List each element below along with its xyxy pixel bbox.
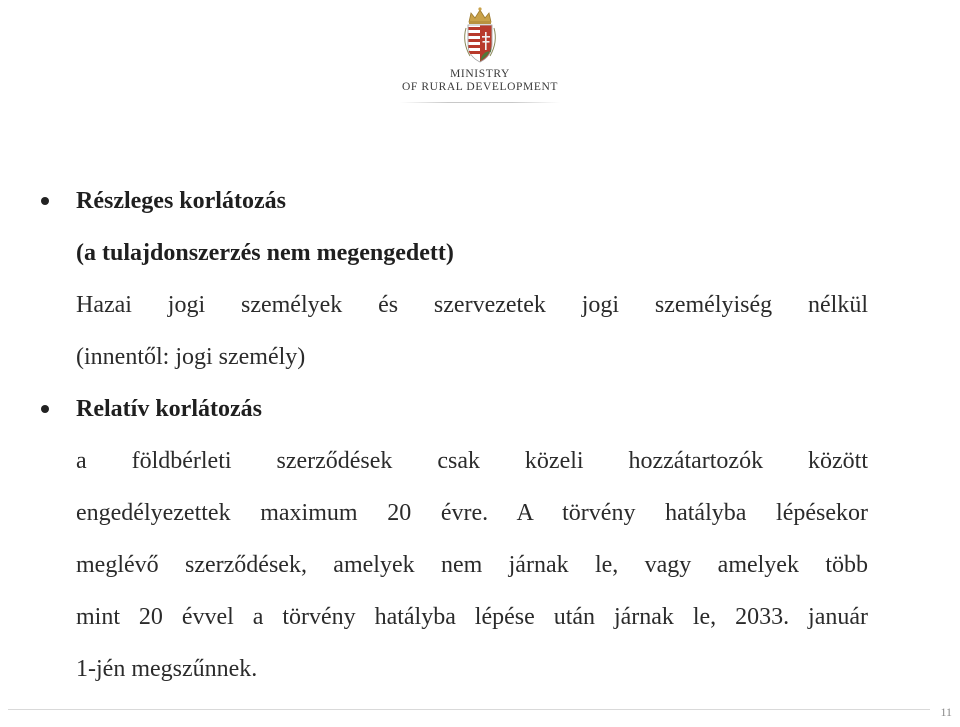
bullet2-title: Relatív korlátozás [76,396,262,422]
ministry-logo [400,6,560,102]
bullet2-text-line: engedélyezettek maximum 20 évre. A törvény hatályba lépésekor [76,500,868,526]
bullet1-title: Részleges korlátozás [76,188,286,214]
page-footer [0,705,960,719]
bullet2-text-line: 1-jén megszűnnek. [76,656,258,682]
bullet2-text-line: a földbérleti szerződések csak közeli hozzátartozók között [76,448,868,474]
header-divider [400,102,560,103]
bullet2-text-line: mint 20 évvel a törvény hatályba lépése után járnak le, 2033. január [76,604,868,630]
bullet2-text-line: meglévő szerződések, amelyek nem járnak le, vagy amelyek több [76,552,868,578]
bullet-marker [41,405,49,413]
bullet1-text-line: Hazai jogi személyek és szervezetek jogi személyiség nélkül [76,292,868,318]
coat-of-arms-icon [460,6,500,66]
logo-text-line2: OF RURAL DEVELOPMENT [402,81,558,93]
bullet1-subtitle: (a tulajdonszerzés nem megengedett) [76,240,454,266]
footer-divider [8,709,930,710]
logo-text-line1: MINISTRY [450,68,510,80]
bullet1-text-line: (innentől: jogi személy) [76,344,306,370]
page-number: 11 [940,705,952,719]
bullet-marker [41,197,49,205]
